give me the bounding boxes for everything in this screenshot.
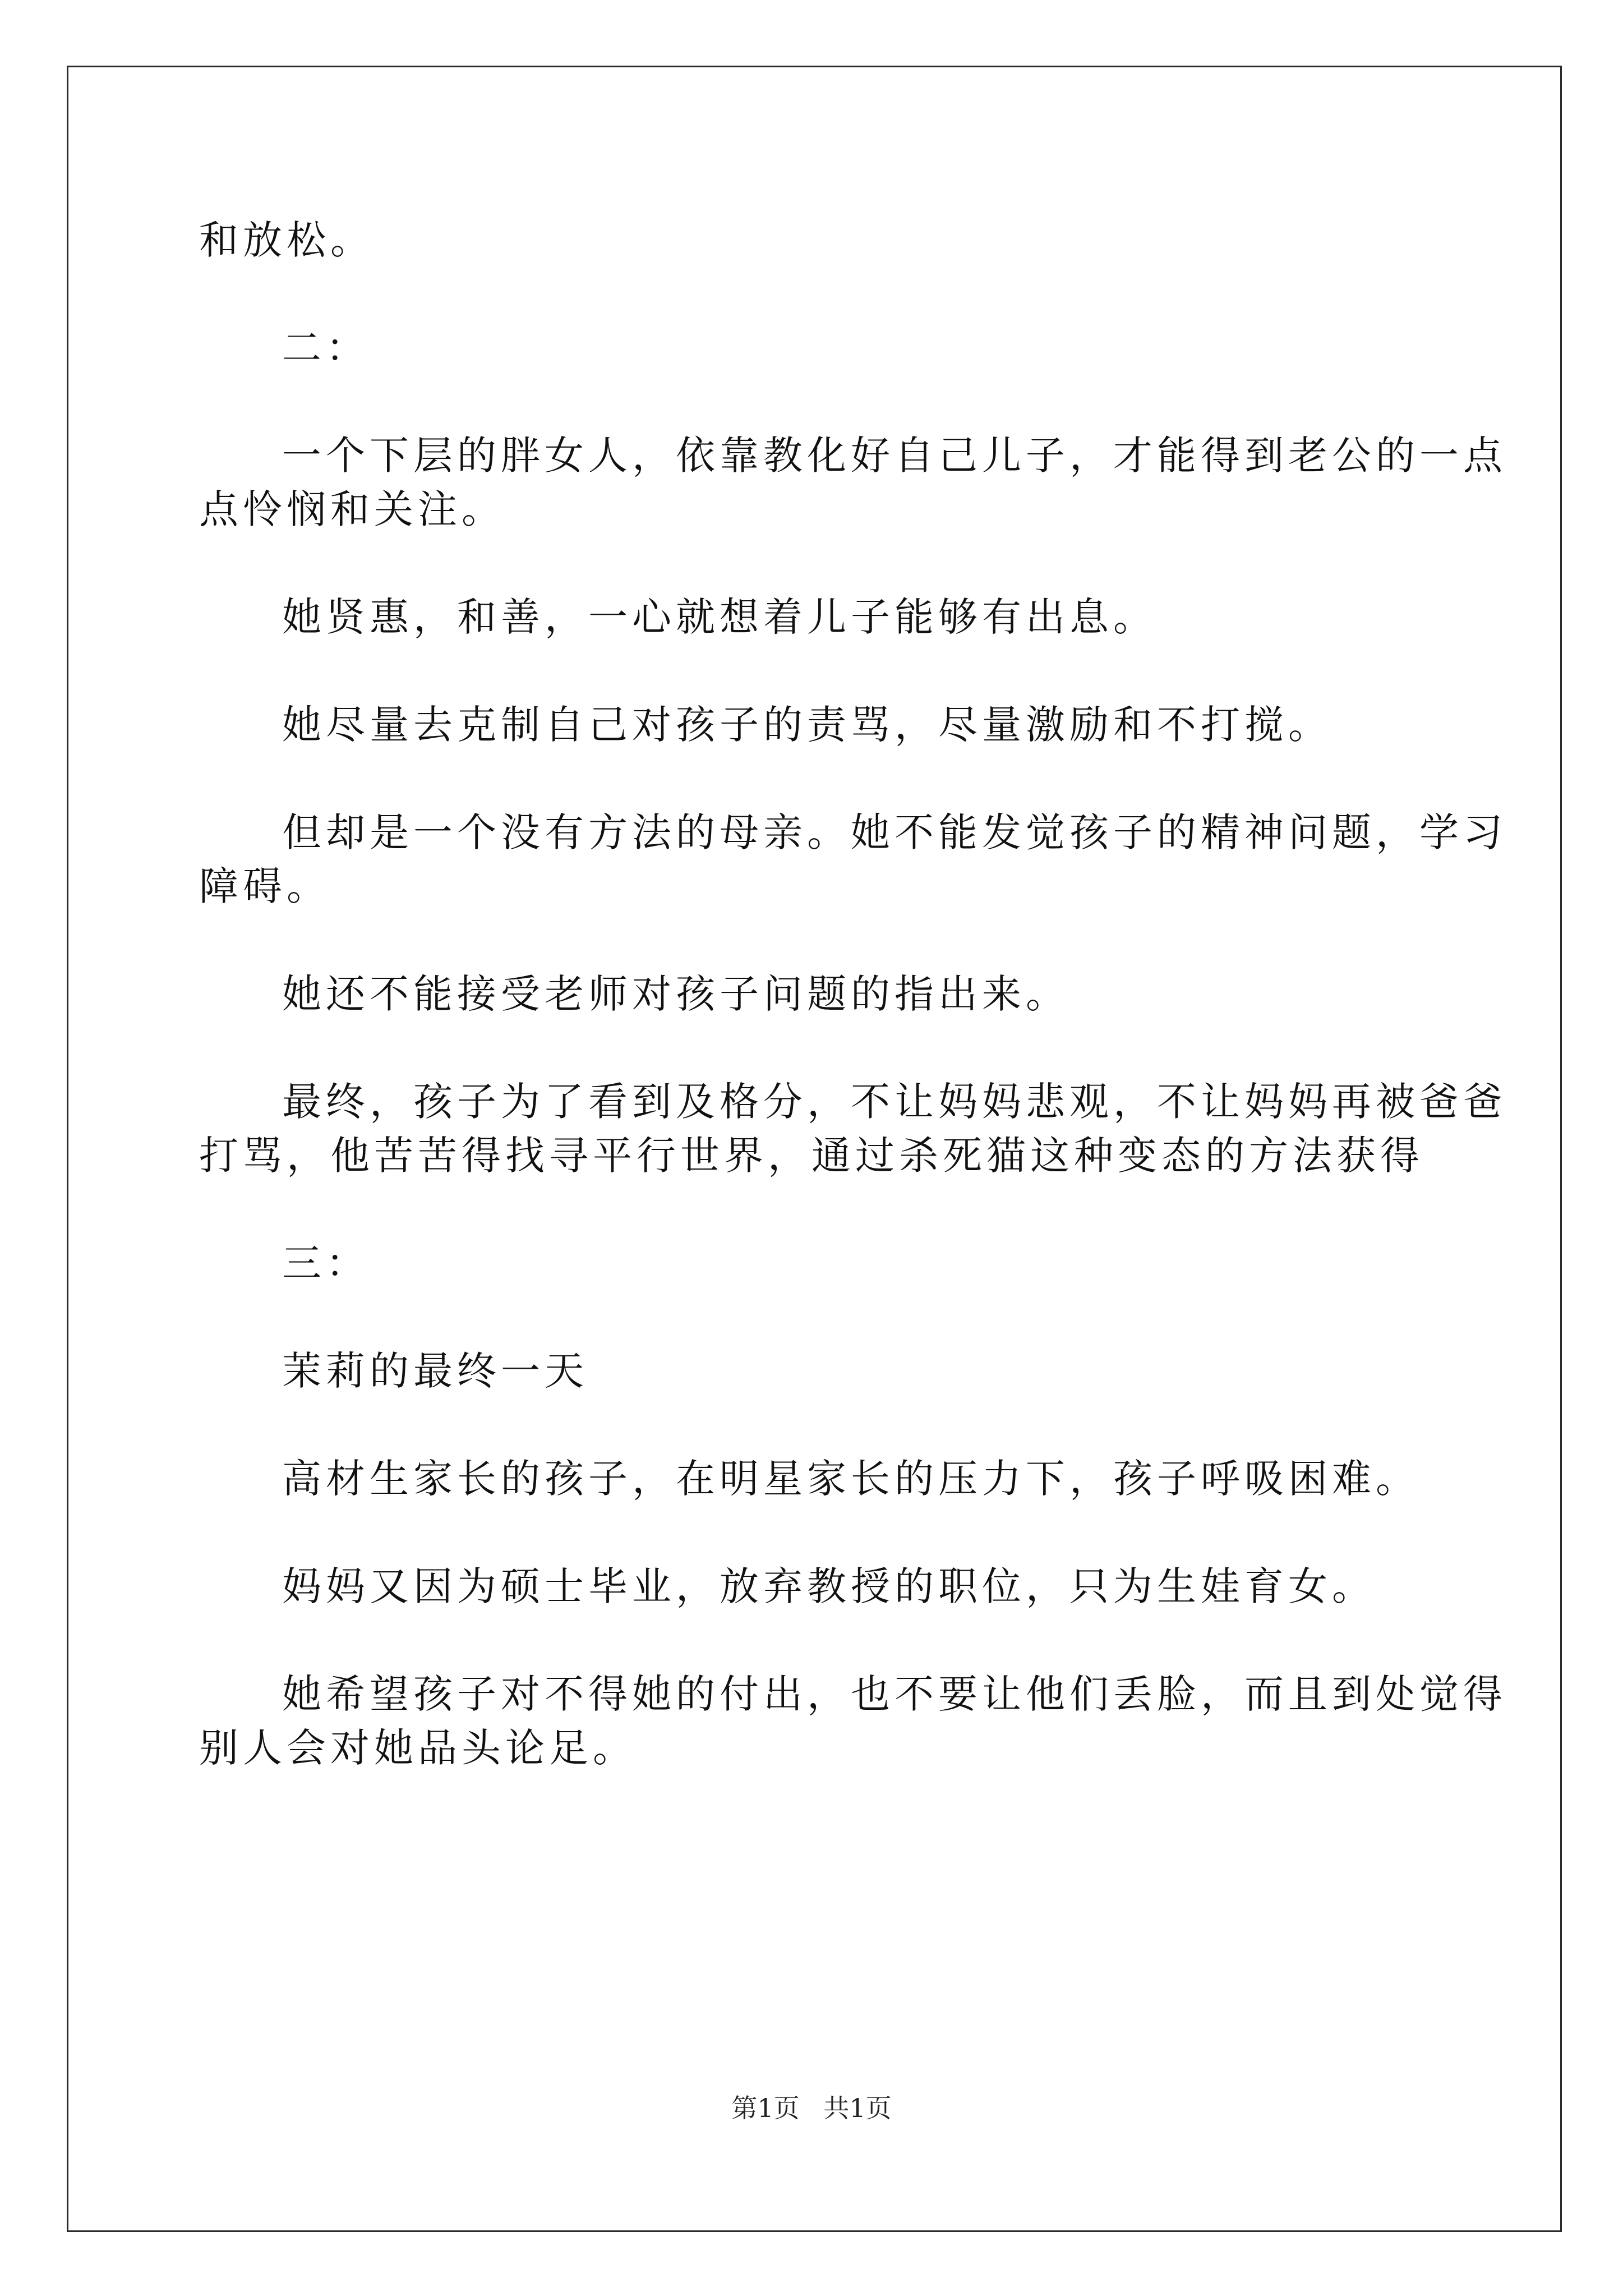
paragraph-line: 最终，孩子为了看到及格分，不让妈妈悲观，不让妈妈再被爸爸 xyxy=(282,1079,1507,1125)
section-heading: 二： xyxy=(282,325,370,371)
paragraph-line: 但却是一个没有方法的母亲。她不能发觉孩子的精神问题，学习 xyxy=(282,809,1507,855)
paragraph-line: 点怜悯和关注。 xyxy=(199,486,505,532)
paragraph-line: 和放松。 xyxy=(199,217,374,263)
page-number: 第1页 xyxy=(731,2093,800,2123)
section-heading: 三： xyxy=(282,1240,370,1286)
section-title: 茉莉的最终一天 xyxy=(282,1348,588,1394)
paragraph-line: 一个下层的胖女人，依靠教化好自己儿子，才能得到老公的一点 xyxy=(282,432,1507,478)
paragraph-line: 高材生家长的孩子，在明星家长的压力下，孩子呼吸困难。 xyxy=(282,1456,1419,1502)
paragraph-line: 打骂，他苦苦得找寻平行世界，通过杀死猫这种变态的方法获得 xyxy=(199,1133,1424,1179)
paragraph-line: 别人会对她品头论足。 xyxy=(199,1725,637,1771)
page-footer xyxy=(0,2088,1623,2125)
paragraph-line: 障碍。 xyxy=(199,863,330,909)
page-total: 共1页 xyxy=(823,2093,892,2123)
paragraph-line: 妈妈又因为硕士毕业，放弃教授的职位，只为生娃育女。 xyxy=(282,1563,1376,1609)
paragraph-line: 她贤惠，和善，一心就想着儿子能够有出息。 xyxy=(282,594,1157,640)
document-body xyxy=(199,213,1507,1775)
paragraph-line: 她尽量去克制自己对孩子的责骂，尽量激励和不打搅。 xyxy=(282,702,1332,748)
paragraph-line: 她还不能接受老师对孩子问题的指出来。 xyxy=(282,971,1069,1017)
paragraph-line: 她希望孩子对不得她的付出，也不要让他们丢脸，而且到处觉得 xyxy=(282,1671,1507,1717)
